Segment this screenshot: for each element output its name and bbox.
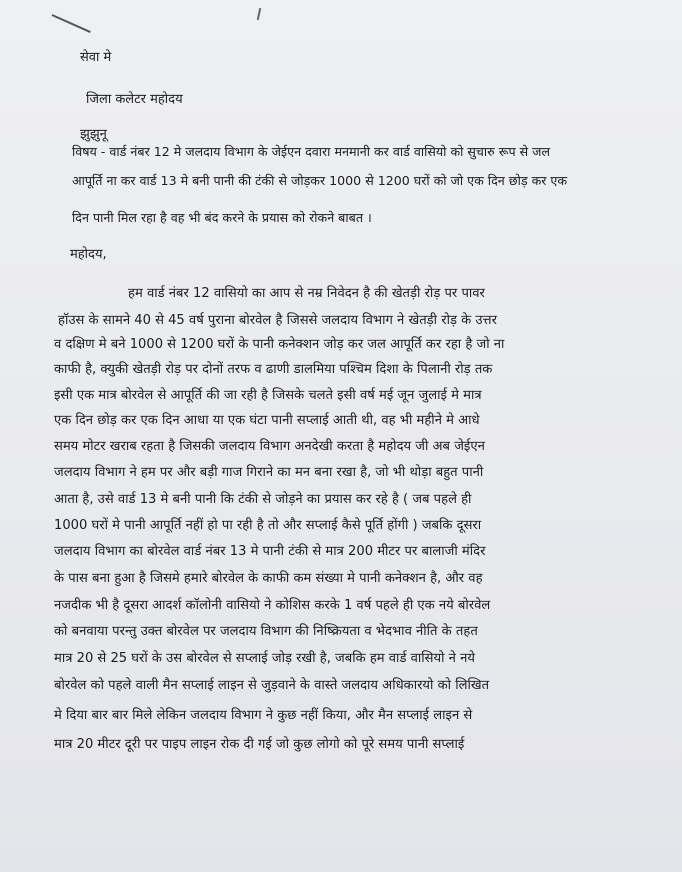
body-line: इसी एक मात्र बोरवेल से आपूर्ति की जा रही है जिसके चलते इसी वर्ष मई जून जुलाई मे मात्र bbox=[54, 388, 482, 403]
subject-line-2: आपूर्ति ना कर वार्ड 13 मे बनी पानी की टंकी से जोड़कर 1000 से 1200 घरों को जो एक दिन छोड़ कर एक bbox=[72, 173, 568, 188]
body-line: व दक्षिण मे बने 1000 से 1200 घरों के पानी कनेक्शन जोड़ कर जल आपूर्ति कर रहा है जो ना bbox=[54, 337, 505, 352]
body-line: मात्र 20 मीटर दूरी पर पाइप लाइन रोक दी गई जो कुछ लोगो को पूरे समय पानी सप्लाई bbox=[54, 737, 465, 752]
subject-line-1: विषय - वार्ड नंबर 12 मे जलदाय विभाग के जेईएन दवारा मनमानी कर वार्ड वासियो को सुचारु रूप से जल bbox=[72, 144, 551, 159]
body-line: 1000 घरों मे पानी आपूर्ति नहीं हो पा रही है तो और सप्लाई कैसे पूर्ति होंगी ) जबकि दूसरा bbox=[54, 518, 482, 533]
body-line: जलदाय विभाग ने हम पर और बड़ी गाज गिराने का मन बना रखा है, जो भी थोड़ा बहुत पानी bbox=[54, 465, 484, 480]
body-line: जलदाय विभाग का बोरवेल वार्ड नंबर 13 मे पानी टंकी से मात्र 200 मीटर पर बालाजी मंदिर bbox=[54, 544, 486, 559]
body-line: के पास बना हुआ है जिसमे हमारे बोरवेल के काफी कम संख्या मे पानी कनेक्शन है, और वह bbox=[54, 571, 483, 586]
pen-stroke-mark bbox=[52, 14, 91, 33]
body-line: को बनवाया परन्तु उक्त बोरवेल पर जलदाय विभाग की निष्क्रियता व भेदभाव नीति के तहत bbox=[54, 624, 478, 639]
body-line: बोरवेल को पहले वाली मैन सप्लाई लाइन से जुड़वाने के वास्ते जलदाय अधिकारयो को लिखित bbox=[54, 678, 490, 693]
recipient: जिला कलेटर महोदय bbox=[86, 92, 183, 107]
body-line: काफी है, क्युकी खेतड़ी रोड़ पर दोनों तरफ व ढाणी डालमिया पश्चिम दिशा के पिलानी रोड़ तक bbox=[54, 362, 493, 377]
subject-line-3: दिन पानी मिल रहा है वह भी बंद करने के प्रयास को रोकने बाबत । bbox=[72, 210, 372, 225]
body-line: हॉउस के सामने 40 से 45 वर्ष पुराना बोरवेल है जिससे जलदाय विभाग ने खेतड़ी रोड़ के उत्तर bbox=[58, 313, 497, 328]
place: झुझुनू bbox=[80, 127, 107, 142]
body-line: नजदीक भी है दूसरा आदर्श कॉलोनी वासियो ने कोशिस करके 1 वर्ष पहले ही एक नये बोरवेल bbox=[54, 598, 491, 613]
pen-dot-mark bbox=[257, 8, 261, 20]
body-line: आता है, उसे वार्ड 13 मे बनी पानी कि टंकी से जोड़ने का प्रयास कर रहे है ( जब पहले ही bbox=[54, 492, 472, 507]
body-line: मात्र 20 से 25 घरों के उस बोरवेल से सप्लाई जोड़ रखी है, जबकि हम वार्ड वासियो ने नये bbox=[54, 651, 475, 666]
salutation-to: सेवा मे bbox=[80, 50, 112, 65]
body-line: हम वार्ड नंबर 12 वासियो का आप से नम्र निवेदन है की खेतड़ी रोड़ पर पावर bbox=[128, 286, 485, 301]
body-line: मे दिया बार बार मिले लेकिन जलदाय विभाग ने कुछ नहीं किया, और मैन सप्लाई लाइन से bbox=[54, 708, 473, 723]
greeting: महोदय, bbox=[70, 247, 107, 262]
body-line: एक दिन छोड़ कर एक दिन आधा या एक घंटा पानी सप्लाई आती थी, वह भी महीने मे आधे bbox=[54, 413, 480, 428]
body-line: समय मोटर खराब रहता है जिसकी जलदाय विभाग अनदेखी करता है महोदय जी अब जेईएन bbox=[54, 439, 485, 454]
